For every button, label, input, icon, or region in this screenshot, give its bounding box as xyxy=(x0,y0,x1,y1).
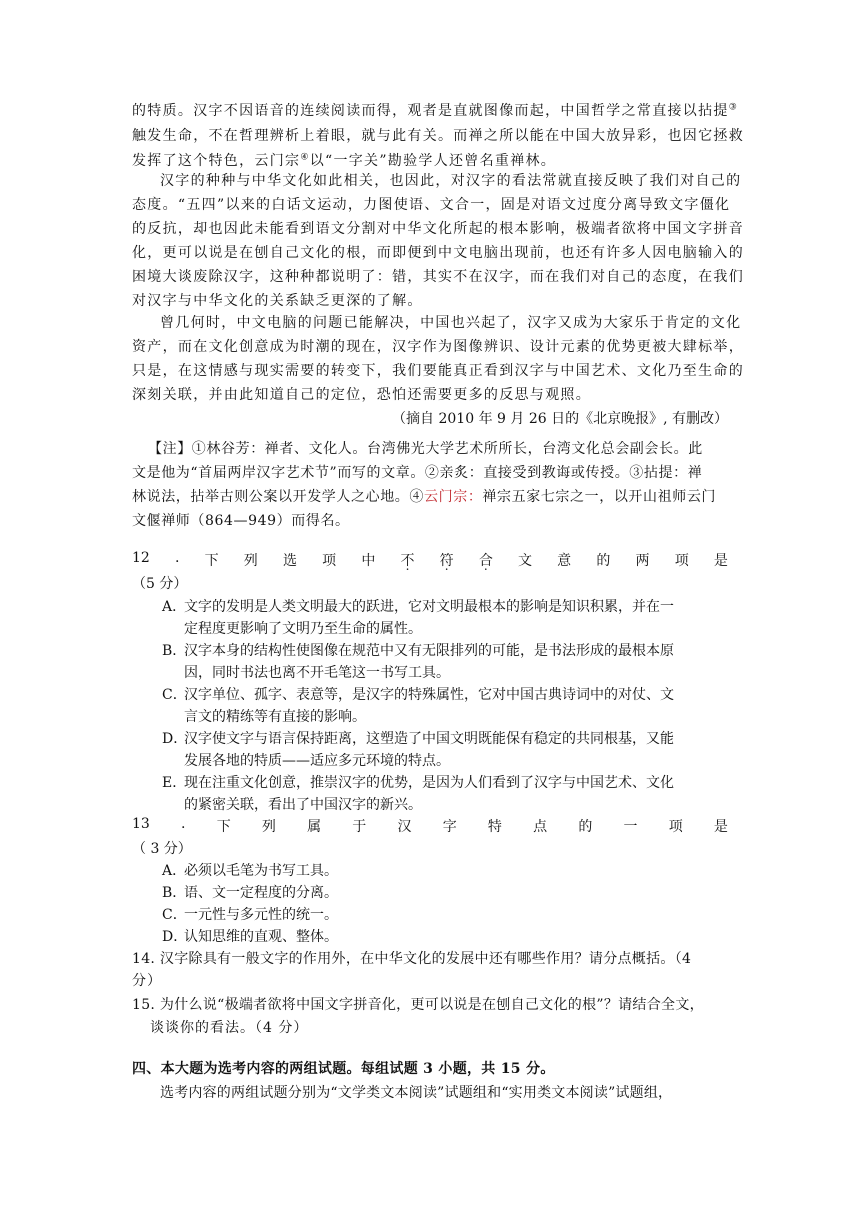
passage-line: 态度。“五四”以来的白话文运动，力图使语、文合一，固是对语文过度分离导致文字僵化 xyxy=(132,197,731,213)
q13-stem-char: 特 xyxy=(487,819,502,835)
q12-stem-char: 列 xyxy=(243,553,258,569)
q13-stem-char: 属 xyxy=(307,819,322,835)
q13-stem-char: 是 xyxy=(713,819,728,835)
option-text: 语、文一定程度的分离。 xyxy=(184,885,338,901)
option-text: 一元性与多元性的统一。 xyxy=(184,907,338,923)
q12-option-cont: 的紧密关联，看出了中国汉字的新兴。 xyxy=(184,797,422,813)
q12-option xyxy=(162,684,728,704)
q12-stem-char: 下 xyxy=(204,553,219,569)
q12-stem-char: 是 xyxy=(713,553,728,569)
q13-stem-char: . xyxy=(181,816,186,832)
q13-stem-char: 13 xyxy=(132,816,150,832)
question-14: 14. 汉字除具有一般文字的作用外，在中华文化的发展中还有哪些作用？请分点概括。（4 xyxy=(132,951,692,967)
section-4-text: 选考内容的两组试题分别为“文学类文本阅读”试题组和“实用类文本阅读”试题组， xyxy=(160,1085,673,1101)
passage-line: 深刻关联，并由此知道自己的定位，恐怕还需要更多的反思与观照。 xyxy=(132,387,591,403)
q13-stem-char: 于 xyxy=(352,819,367,835)
q13-option xyxy=(162,882,728,902)
passage-line: 只是，在这情感与现实需要的转变下，我们要能真正看到汉字与中国艺术、文化乃至生命的 xyxy=(132,363,744,379)
q12-option xyxy=(162,596,728,616)
q12-stem-char: 选 xyxy=(282,553,297,569)
q13-option xyxy=(162,904,728,924)
option-letter: C． xyxy=(162,687,187,703)
question-15-cont: 谈谈你的看法。（4 分） xyxy=(150,1020,309,1036)
q13-stem-char: 项 xyxy=(668,819,683,835)
q12-stem-char: 中 xyxy=(361,553,376,569)
q13-stem-char: 汉 xyxy=(397,819,412,835)
option-letter: D． xyxy=(162,731,188,747)
q12-option xyxy=(162,728,728,748)
note-line: 文偃禅师（864—949）而得名。 xyxy=(132,513,350,529)
question-12-score: （5 分） xyxy=(132,576,188,592)
option-letter: A． xyxy=(162,599,187,615)
passage-line: 对汉字与中华文化的关系缺乏更深的了解。 xyxy=(132,293,423,309)
q12-stem-char: 意 xyxy=(557,553,572,569)
q12-option xyxy=(162,640,728,660)
option-letter: E． xyxy=(162,775,187,791)
option-text: 现在注重文化创意，推崇汉字的优势，是因为人们看到了汉字与中国艺术、文化 xyxy=(184,775,674,791)
question-15: 15. 为什么说“极端者欲将中国文字拼音化，更可以说是在刨自己文化的根”？请结合全文， xyxy=(132,997,704,1013)
option-text: 汉字单位、孤字、表意等，是汉字的特殊属性，它对中国古典诗词中的对仗、文 xyxy=(184,687,674,703)
question-13-score: （ 3 分） xyxy=(132,841,192,857)
q13-option xyxy=(162,860,728,880)
q12-stem-char: 12 xyxy=(132,550,150,566)
passage-line: 的特质。汉字不因语音的连续阅读而得，观者是直就图像而起，中国哲学之常直接以拈提③ xyxy=(132,102,739,119)
question-13-stem xyxy=(132,816,728,836)
passage-line: 资产，而在文化创意成为时潮的现在，汉字作为图像辨识、设计元素的优势更被大肆标举， xyxy=(132,339,744,355)
option-text: 文字的发明是人类文明最大的跃进，它对文明最根本的影响是知识积累，并在一 xyxy=(184,599,674,615)
option-text: 必须以毛笔为书写工具。 xyxy=(184,863,338,879)
note-line: 文是他为“首届两岸汉字艺术节”而写的文章。②亲炙：直接受到教诲或传授。③拈提：禅 xyxy=(132,465,703,481)
option-letter: A． xyxy=(162,863,187,879)
q12-stem-char: 两 xyxy=(635,553,650,569)
q12-stem-char: 项 xyxy=(674,553,689,569)
note-line: 【注】①林谷芳：禅者、文化人。台湾佛光大学艺术所所长，台湾文化总会副会长。此 xyxy=(148,441,703,457)
option-letter: B． xyxy=(162,643,187,659)
q12-stem-char: . xyxy=(175,550,180,566)
passage-line: 的反抗，却也因此未能看到语文分割对中华文化所起的根本影响，极端者欲将中国文字拼音 xyxy=(132,221,744,237)
option-text: 认知思维的直观、整体。 xyxy=(184,929,338,945)
passage-line: 曾几何时，中文电脑的问题已能解决，中国也兴起了，汉字又成为大家乐于肯定的文化 xyxy=(160,315,742,331)
passage-line: 化，更可以说是在刨自己文化的根，而即便到中文电脑出现前，也还有许多人因电脑输入的 xyxy=(132,245,744,261)
option-letter: D． xyxy=(162,929,188,945)
passage-line: 发挥了这个特色，云门宗④以“一字关”勘验学人还曾名重禅林。 xyxy=(132,152,557,169)
q12-stem-char: 合 . xyxy=(479,550,493,570)
highlighted-term: 云门宗 xyxy=(424,489,468,505)
q12-stem-char: 不 . xyxy=(400,550,414,570)
source-citation: （摘自 2010 年 9 月 26 日的《北京晚报》, 有删改） xyxy=(392,411,728,427)
passage-line: 汉字的种种与中华文化如此相关，也因此，对汉字的看法常就直接反映了我们对自己的 xyxy=(160,173,742,189)
q13-stem-char: 一 xyxy=(623,819,638,835)
q12-stem-char: 文 xyxy=(518,553,532,569)
q12-option-cont: 发展各地的特质——适应多元环境的特点。 xyxy=(184,753,450,769)
option-text: 汉字本身的结构性使图像在规范中又有无限排列的可能，是书法形成的最根本原 xyxy=(184,643,674,659)
question-12-stem xyxy=(132,550,728,570)
q12-option-cont: 定程度更影响了文明乃至生命的属性。 xyxy=(184,621,422,637)
question-14-cont: 分） xyxy=(132,973,162,989)
q13-stem-char: 下 xyxy=(216,819,231,835)
option-letter: C． xyxy=(162,907,187,923)
note-line: 林说法，拈举古则公案以开发学人之心地。④云门宗：禅宗五家七宗之一，以开山祖师云门 xyxy=(132,489,717,505)
q12-stem-char: 的 xyxy=(596,553,611,569)
q13-option xyxy=(162,926,728,946)
q13-stem-char: 的 xyxy=(578,819,593,835)
option-text: 汉字使文字与语言保持距离，这塑造了中国文明既能保有稳定的共同根基，又能 xyxy=(184,731,674,747)
q12-option-cont: 因，同时书法也离不开毛笔这一书写工具。 xyxy=(184,665,450,681)
q12-stem-char: 符 . xyxy=(440,550,454,570)
section-4-title: 四、本大题为选考内容的两组试题。每组试题 3 小题，共 15 分。 xyxy=(132,1061,555,1077)
option-letter: B． xyxy=(162,885,187,901)
q13-stem-char: 字 xyxy=(442,819,457,835)
q12-stem-char: 项 xyxy=(322,553,337,569)
q13-stem-char: 点 xyxy=(533,819,548,835)
q12-option xyxy=(162,772,728,792)
q12-option-cont: 言文的精练等有直接的影响。 xyxy=(184,709,366,725)
q13-stem-char: 列 xyxy=(261,819,276,835)
passage-line: 触发生命，不在哲理辨析上着眼，就与此有关。而禅之所以能在中国大放异彩，也因它拯救 xyxy=(132,128,744,144)
passage-line: 困境大谈废除汉字，这种种都说明了：错，其实不在汉字，而在我们对自己的态度，在我们 xyxy=(132,269,744,285)
